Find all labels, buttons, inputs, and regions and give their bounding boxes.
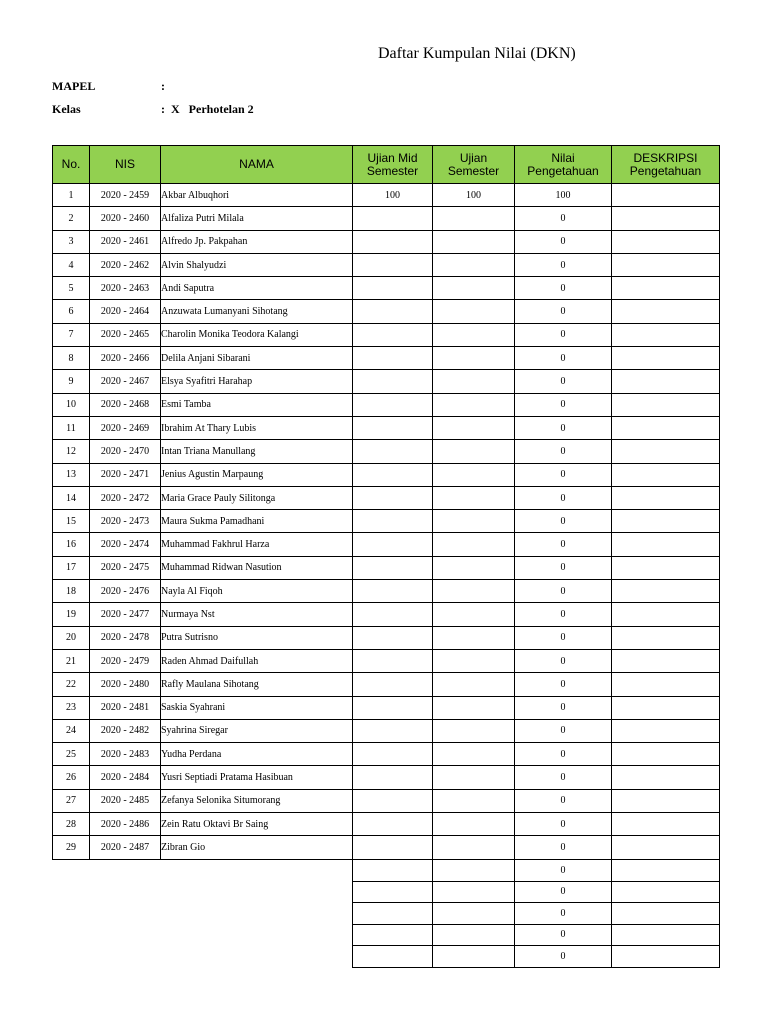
cell-ujian-semester <box>433 510 515 533</box>
cell-nilai-pengetahuan: 0 <box>515 556 612 579</box>
header-no: No. <box>53 146 90 184</box>
cell-nilai-pengetahuan: 0 <box>515 230 612 253</box>
cell-no: 19 <box>53 603 90 626</box>
cell-deskripsi-pengetahuan <box>612 789 720 812</box>
cell-nama: Saskia Syahrani <box>161 696 353 719</box>
cell-nilai-pengetahuan: 0 <box>515 836 612 859</box>
kelas-colon: : <box>161 102 165 116</box>
cell-nis: 2020 - 2464 <box>90 300 161 323</box>
cell-ujian-semester <box>433 696 515 719</box>
table-row <box>53 766 720 789</box>
cell-nilai-pengetahuan: 0 <box>515 719 612 742</box>
cell-deskripsi-pengetahuan <box>612 533 720 556</box>
extra-row <box>353 903 720 925</box>
cell-nis: 2020 - 2472 <box>90 486 161 509</box>
cell-ujian-semester <box>433 789 515 812</box>
cell-nilai-pengetahuan: 0 <box>515 323 612 346</box>
table-row <box>53 813 720 836</box>
table-row <box>53 463 720 486</box>
cell-ujian-semester <box>433 440 515 463</box>
cell-nama: Anzuwata Lumanyani Sihotang <box>161 300 353 323</box>
cell-ujian-semester <box>433 416 515 439</box>
cell-ujian-mid-semester <box>353 207 433 230</box>
cell-ujian-semester <box>433 719 515 742</box>
cell-ujian-semester: 100 <box>433 184 515 207</box>
page-title: Daftar Kumpulan Nilai (DKN) <box>378 45 576 62</box>
cell-deskripsi-pengetahuan <box>612 719 720 742</box>
cell-nis: 2020 - 2473 <box>90 510 161 533</box>
cell-ujian-mid-semester <box>353 416 433 439</box>
cell-ujian-mid-semester <box>353 510 433 533</box>
cell-nis: 2020 - 2487 <box>90 836 161 859</box>
cell-deskripsi-pengetahuan <box>612 277 720 300</box>
cell-nis: 2020 - 2463 <box>90 277 161 300</box>
cell-ujian-semester <box>433 230 515 253</box>
cell-no: 3 <box>53 230 90 253</box>
cell-ujian-semester <box>433 766 515 789</box>
cell-nis: 2020 - 2475 <box>90 556 161 579</box>
cell-nilai-pengetahuan: 0 <box>515 696 612 719</box>
table-row <box>53 300 720 323</box>
cell-ujian-semester <box>433 649 515 672</box>
cell-nis: 2020 - 2465 <box>90 323 161 346</box>
cell-ujian-mid-semester <box>353 946 433 968</box>
cell-nis: 2020 - 2486 <box>90 813 161 836</box>
cell-deskripsi-pengetahuan <box>612 696 720 719</box>
table-row <box>53 649 720 672</box>
cell-ujian-semester <box>433 486 515 509</box>
cell-ujian-mid-semester <box>353 533 433 556</box>
cell-ujian-mid-semester <box>353 924 433 946</box>
cell-deskripsi-pengetahuan <box>612 440 720 463</box>
cell-ujian-semester <box>433 903 515 925</box>
cell-no: 21 <box>53 649 90 672</box>
extra-row <box>353 860 720 882</box>
cell-nis: 2020 - 2462 <box>90 253 161 276</box>
table-row <box>53 253 720 276</box>
cell-nis: 2020 - 2471 <box>90 463 161 486</box>
cell-nama: Maria Grace Pauly Silitonga <box>161 486 353 509</box>
table-row <box>53 719 720 742</box>
cell-nilai-pengetahuan: 0 <box>515 860 612 882</box>
cell-nama: Alfaliza Putri Milala <box>161 207 353 230</box>
cell-no: 1 <box>53 184 90 207</box>
table-row <box>53 486 720 509</box>
cell-nama: Nurmaya Nst <box>161 603 353 626</box>
cell-nilai-pengetahuan: 0 <box>515 300 612 323</box>
header-row <box>53 146 720 184</box>
cell-deskripsi-pengetahuan <box>612 486 720 509</box>
cell-nama: Zibran Gio <box>161 836 353 859</box>
table-row <box>53 626 720 649</box>
cell-no: 14 <box>53 486 90 509</box>
cell-nis: 2020 - 2485 <box>90 789 161 812</box>
cell-nama: Alvin Shalyudzi <box>161 253 353 276</box>
cell-nama: Syahrina Siregar <box>161 719 353 742</box>
cell-ujian-mid-semester <box>353 277 433 300</box>
cell-nis: 2020 - 2466 <box>90 347 161 370</box>
cell-nilai-pengetahuan: 0 <box>515 416 612 439</box>
cell-nilai-pengetahuan: 0 <box>515 370 612 393</box>
cell-no: 15 <box>53 510 90 533</box>
cell-no: 18 <box>53 580 90 603</box>
table-row <box>53 696 720 719</box>
table-row <box>53 277 720 300</box>
cell-nama: Rafly Maulana Sihotang <box>161 673 353 696</box>
table-row <box>53 556 720 579</box>
table-row <box>53 743 720 766</box>
cell-ujian-mid-semester <box>353 743 433 766</box>
cell-nis: 2020 - 2474 <box>90 533 161 556</box>
cell-ujian-semester <box>433 924 515 946</box>
cell-deskripsi-pengetahuan <box>612 603 720 626</box>
cell-ujian-mid-semester <box>353 649 433 672</box>
cell-nama: Muhammad Ridwan Nasution <box>161 556 353 579</box>
cell-nilai-pengetahuan: 0 <box>515 510 612 533</box>
cell-ujian-mid-semester <box>353 789 433 812</box>
cell-deskripsi-pengetahuan <box>612 673 720 696</box>
table-row <box>53 207 720 230</box>
table-row <box>53 184 720 207</box>
cell-nama: Zein Ratu Oktavi Br Saing <box>161 813 353 836</box>
cell-ujian-semester <box>433 463 515 486</box>
cell-no: 28 <box>53 813 90 836</box>
cell-ujian-mid-semester <box>353 370 433 393</box>
table-row <box>53 510 720 533</box>
cell-ujian-mid-semester <box>353 813 433 836</box>
cell-deskripsi-pengetahuan <box>612 903 720 925</box>
cell-deskripsi-pengetahuan <box>612 463 720 486</box>
cell-nama: Andi Saputra <box>161 277 353 300</box>
cell-no: 12 <box>53 440 90 463</box>
cell-no: 16 <box>53 533 90 556</box>
cell-nis: 2020 - 2467 <box>90 370 161 393</box>
table-row <box>53 323 720 346</box>
extra-rows-table <box>352 859 720 968</box>
cell-nilai-pengetahuan: 0 <box>515 277 612 300</box>
cell-deskripsi-pengetahuan <box>612 881 720 903</box>
cell-ujian-semester <box>433 253 515 276</box>
cell-nis: 2020 - 2469 <box>90 416 161 439</box>
cell-deskripsi-pengetahuan <box>612 347 720 370</box>
extra-row <box>353 924 720 946</box>
table-row <box>53 789 720 812</box>
cell-ujian-semester <box>433 393 515 416</box>
cell-nama: Intan Triana Manullang <box>161 440 353 463</box>
cell-deskripsi-pengetahuan <box>612 184 720 207</box>
cell-no: 23 <box>53 696 90 719</box>
cell-nilai-pengetahuan: 0 <box>515 347 612 370</box>
cell-nilai-pengetahuan: 0 <box>515 649 612 672</box>
cell-nis: 2020 - 2480 <box>90 673 161 696</box>
table-row <box>53 393 720 416</box>
header-deskripsi-pengetahuan: DESKRIPSI Pengetahuan <box>612 146 720 184</box>
cell-nis: 2020 - 2484 <box>90 766 161 789</box>
cell-nama: Delila Anjani Sibarani <box>161 347 353 370</box>
table-row <box>53 416 720 439</box>
cell-nilai-pengetahuan: 0 <box>515 486 612 509</box>
cell-nilai-pengetahuan: 0 <box>515 924 612 946</box>
cell-ujian-semester <box>433 836 515 859</box>
cell-no: 26 <box>53 766 90 789</box>
cell-nilai-pengetahuan: 0 <box>515 743 612 766</box>
cell-no: 27 <box>53 789 90 812</box>
cell-nama: Zefanya Selonika Situmorang <box>161 789 353 812</box>
mapel-label: MAPEL <box>52 79 96 93</box>
cell-nis: 2020 - 2483 <box>90 743 161 766</box>
cell-ujian-semester <box>433 556 515 579</box>
cell-ujian-mid-semester <box>353 486 433 509</box>
cell-no: 20 <box>53 626 90 649</box>
cell-nama: Nayla Al Fiqoh <box>161 580 353 603</box>
cell-ujian-mid-semester <box>353 300 433 323</box>
cell-ujian-mid-semester <box>353 903 433 925</box>
cell-nilai-pengetahuan: 0 <box>515 626 612 649</box>
cell-nilai-pengetahuan: 0 <box>515 207 612 230</box>
table-row <box>53 440 720 463</box>
cell-ujian-semester <box>433 743 515 766</box>
cell-ujian-mid-semester <box>353 253 433 276</box>
cell-nama: Ibrahim At Thary Lubis <box>161 416 353 439</box>
header-nilai-pengetahuan: Nilai Pengetahuan <box>515 146 612 184</box>
cell-no: 11 <box>53 416 90 439</box>
cell-ujian-mid-semester <box>353 440 433 463</box>
cell-nis: 2020 - 2478 <box>90 626 161 649</box>
cell-ujian-mid-semester: 100 <box>353 184 433 207</box>
cell-ujian-semester <box>433 347 515 370</box>
cell-nama: Charolin Monika Teodora Kalangi <box>161 323 353 346</box>
cell-ujian-semester <box>433 626 515 649</box>
cell-nama: Akbar Albuqhori <box>161 184 353 207</box>
cell-ujian-mid-semester <box>353 393 433 416</box>
cell-ujian-semester <box>433 277 515 300</box>
table-row <box>53 370 720 393</box>
cell-deskripsi-pengetahuan <box>612 580 720 603</box>
cell-nilai-pengetahuan: 0 <box>515 881 612 903</box>
cell-ujian-semester <box>433 207 515 230</box>
cell-nama: Esmi Tamba <box>161 393 353 416</box>
cell-nama: Yudha Perdana <box>161 743 353 766</box>
cell-nis: 2020 - 2477 <box>90 603 161 626</box>
cell-nis: 2020 - 2479 <box>90 649 161 672</box>
cell-ujian-semester <box>433 300 515 323</box>
cell-ujian-mid-semester <box>353 347 433 370</box>
cell-nama: Jenius Agustin Marpaung <box>161 463 353 486</box>
mapel-colon: : <box>161 79 165 93</box>
cell-nilai-pengetahuan: 100 <box>515 184 612 207</box>
table-row <box>53 603 720 626</box>
cell-no: 7 <box>53 323 90 346</box>
cell-no: 24 <box>53 719 90 742</box>
cell-nis: 2020 - 2470 <box>90 440 161 463</box>
cell-ujian-mid-semester <box>353 323 433 346</box>
cell-deskripsi-pengetahuan <box>612 323 720 346</box>
cell-nama: Yusri Septiadi Pratama Hasibuan <box>161 766 353 789</box>
table-row <box>53 673 720 696</box>
cell-ujian-semester <box>433 370 515 393</box>
cell-deskripsi-pengetahuan <box>612 556 720 579</box>
cell-deskripsi-pengetahuan <box>612 510 720 533</box>
cell-no: 17 <box>53 556 90 579</box>
cell-no: 29 <box>53 836 90 859</box>
cell-nis: 2020 - 2482 <box>90 719 161 742</box>
extra-row <box>353 946 720 968</box>
cell-ujian-mid-semester <box>353 603 433 626</box>
header-ujian-semester: Ujian Semester <box>433 146 515 184</box>
cell-nis: 2020 - 2460 <box>90 207 161 230</box>
cell-nis: 2020 - 2461 <box>90 230 161 253</box>
cell-ujian-mid-semester <box>353 230 433 253</box>
header-ujian-mid-semester: Ujian Mid Semester <box>353 146 433 184</box>
table-row <box>53 580 720 603</box>
cell-ujian-semester <box>433 881 515 903</box>
cell-nilai-pengetahuan: 0 <box>515 533 612 556</box>
cell-deskripsi-pengetahuan <box>612 836 720 859</box>
cell-deskripsi-pengetahuan <box>612 253 720 276</box>
cell-nilai-pengetahuan: 0 <box>515 789 612 812</box>
cell-deskripsi-pengetahuan <box>612 230 720 253</box>
cell-nilai-pengetahuan: 0 <box>515 440 612 463</box>
cell-nama: Putra Sutrisno <box>161 626 353 649</box>
cell-ujian-semester <box>433 860 515 882</box>
cell-ujian-mid-semester <box>353 463 433 486</box>
cell-ujian-mid-semester <box>353 860 433 882</box>
cell-deskripsi-pengetahuan <box>612 626 720 649</box>
cell-no: 25 <box>53 743 90 766</box>
cell-nilai-pengetahuan: 0 <box>515 463 612 486</box>
cell-ujian-mid-semester <box>353 719 433 742</box>
cell-no: 4 <box>53 253 90 276</box>
cell-nama: Muhammad Fakhrul Harza <box>161 533 353 556</box>
cell-ujian-semester <box>433 533 515 556</box>
cell-deskripsi-pengetahuan <box>612 300 720 323</box>
header-nis: NIS <box>90 146 161 184</box>
cell-ujian-mid-semester <box>353 836 433 859</box>
grades-table <box>52 145 720 860</box>
table-row <box>53 533 720 556</box>
cell-no: 8 <box>53 347 90 370</box>
cell-nama: Maura Sukma Pamadhani <box>161 510 353 533</box>
table-row <box>53 347 720 370</box>
cell-nilai-pengetahuan: 0 <box>515 813 612 836</box>
kelas-value: X Perhotelan 2 <box>171 102 254 116</box>
cell-deskripsi-pengetahuan <box>612 766 720 789</box>
cell-nis: 2020 - 2459 <box>90 184 161 207</box>
cell-nilai-pengetahuan: 0 <box>515 253 612 276</box>
cell-no: 13 <box>53 463 90 486</box>
cell-deskripsi-pengetahuan <box>612 924 720 946</box>
cell-deskripsi-pengetahuan <box>612 743 720 766</box>
cell-nama: Raden Ahmad Daifullah <box>161 649 353 672</box>
cell-deskripsi-pengetahuan <box>612 813 720 836</box>
cell-no: 22 <box>53 673 90 696</box>
cell-ujian-mid-semester <box>353 881 433 903</box>
cell-ujian-semester <box>433 946 515 968</box>
cell-ujian-mid-semester <box>353 696 433 719</box>
cell-nilai-pengetahuan: 0 <box>515 603 612 626</box>
cell-ujian-semester <box>433 323 515 346</box>
cell-no: 2 <box>53 207 90 230</box>
table-row <box>53 836 720 859</box>
cell-nilai-pengetahuan: 0 <box>515 766 612 789</box>
cell-nilai-pengetahuan: 0 <box>515 393 612 416</box>
cell-ujian-mid-semester <box>353 766 433 789</box>
cell-deskripsi-pengetahuan <box>612 860 720 882</box>
cell-deskripsi-pengetahuan <box>612 946 720 968</box>
cell-ujian-mid-semester <box>353 580 433 603</box>
cell-ujian-semester <box>433 813 515 836</box>
cell-no: 5 <box>53 277 90 300</box>
cell-deskripsi-pengetahuan <box>612 649 720 672</box>
extra-row <box>353 881 720 903</box>
cell-nama: Elsya Syafitri Harahap <box>161 370 353 393</box>
header-nama: NAMA <box>161 146 353 184</box>
cell-nilai-pengetahuan: 0 <box>515 673 612 696</box>
cell-nama: Alfredo Jp. Pakpahan <box>161 230 353 253</box>
table-row <box>53 230 720 253</box>
cell-deskripsi-pengetahuan <box>612 370 720 393</box>
cell-nis: 2020 - 2468 <box>90 393 161 416</box>
cell-no: 9 <box>53 370 90 393</box>
cell-no: 10 <box>53 393 90 416</box>
cell-nis: 2020 - 2476 <box>90 580 161 603</box>
cell-deskripsi-pengetahuan <box>612 207 720 230</box>
cell-no: 6 <box>53 300 90 323</box>
cell-ujian-semester <box>433 580 515 603</box>
cell-deskripsi-pengetahuan <box>612 416 720 439</box>
cell-nilai-pengetahuan: 0 <box>515 580 612 603</box>
cell-ujian-semester <box>433 603 515 626</box>
cell-ujian-semester <box>433 673 515 696</box>
cell-nilai-pengetahuan: 0 <box>515 946 612 968</box>
cell-ujian-mid-semester <box>353 626 433 649</box>
cell-ujian-mid-semester <box>353 556 433 579</box>
cell-nilai-pengetahuan: 0 <box>515 903 612 925</box>
cell-ujian-mid-semester <box>353 673 433 696</box>
cell-nis: 2020 - 2481 <box>90 696 161 719</box>
cell-deskripsi-pengetahuan <box>612 393 720 416</box>
kelas-label: Kelas <box>52 102 81 116</box>
